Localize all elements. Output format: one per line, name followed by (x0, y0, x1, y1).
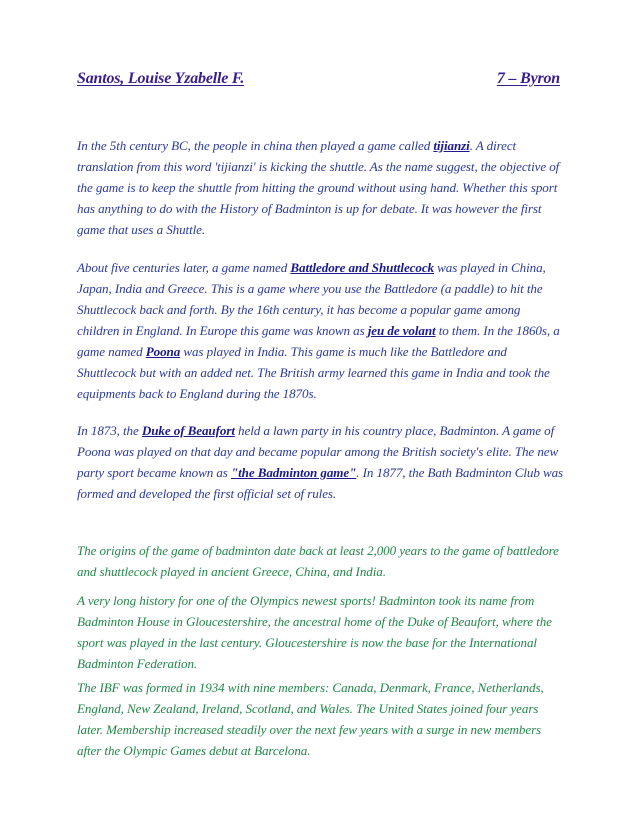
text-run: to them. In the 1860s, a game named (77, 323, 560, 359)
text-run: About five centuries later, a game named (77, 260, 291, 275)
paragraph-ibf: The IBF was formed in 1934 with nine members: Canada, Denmark, France, Netherlands, England, New Zealand, Ireland, Scotland, and Wales. The United States joined four years later. Membership increased steadily over the next few years with a surge in new members after the Olympic Games debut at Barcelona. (77, 680, 544, 758)
keyword-badminton-game: "the Badminton game" (230, 465, 357, 480)
text-run: In 1873, the (77, 423, 142, 438)
keyword-duke-of-beaufort: Duke of Beaufort (141, 423, 235, 438)
text-run: . In 1877, the Bath Badminton Club was formed and developed the first official set of rules. (77, 465, 564, 501)
text-run: was played in China, Japan, India and Greece. This is a game where you use the Battledore (a paddle) to hit the Shuttlecock back and forth. By the 16th century, it has become a popular game among children in England. In Europe this game was known as (77, 260, 546, 338)
grade-section: 7 – Byron (496, 70, 560, 87)
paragraph-tijianzi (77, 135, 565, 240)
text-run: held a lawn party in his country place, Badminton. A game of Poona was played on that day and became popular among the British society's elite. The new party sport became known as (77, 423, 559, 480)
text-run: was played in India. This game is much like the Battledore and Shuttlecock but with an added net. The British army learned this game in India and took the equipments back to England during the 1870s. (77, 344, 550, 401)
keyword-tijianzi: tijianzi (433, 138, 470, 153)
document-header (77, 70, 560, 88)
student-name: Santos, Louise Yzabelle F. (77, 70, 245, 87)
keyword-jeu-de-volant: jeu de volant (367, 323, 436, 338)
paragraph-duke-of-beaufort (77, 420, 565, 504)
keyword-poona: Poona (145, 344, 181, 359)
paragraph-origins: The origins of the game of badminton date back at least 2,000 years to the game of battledore and shuttlecock played in ancient Greece, China, and India. (77, 543, 559, 579)
text-run: In the 5th century BC, the people in china then played a game called (77, 138, 434, 153)
keyword-battledore-and-shuttlecock: Battledore and Shuttlecock (290, 260, 434, 275)
paragraph-history: A very long history for one of the Olympics newest sports! Badminton took its name from Badminton House in Gloucestershire, the ancestral home of the Duke of Beaufort, where the sport was played in the last century. Gloucestershire is now the base for the International Badminton Federation. (77, 593, 552, 671)
paragraph-battledore (77, 257, 565, 404)
text-run: . A direct translation from this word 'tijianzi' is kicking the shuttle. As the name suggest, the objective of the game is to keep the shuttle from hitting the ground without using hand. Whether this sport has anything to do with the History of Badminton is up for debate. It was however the first game that uses a Shuttle. (77, 138, 560, 237)
